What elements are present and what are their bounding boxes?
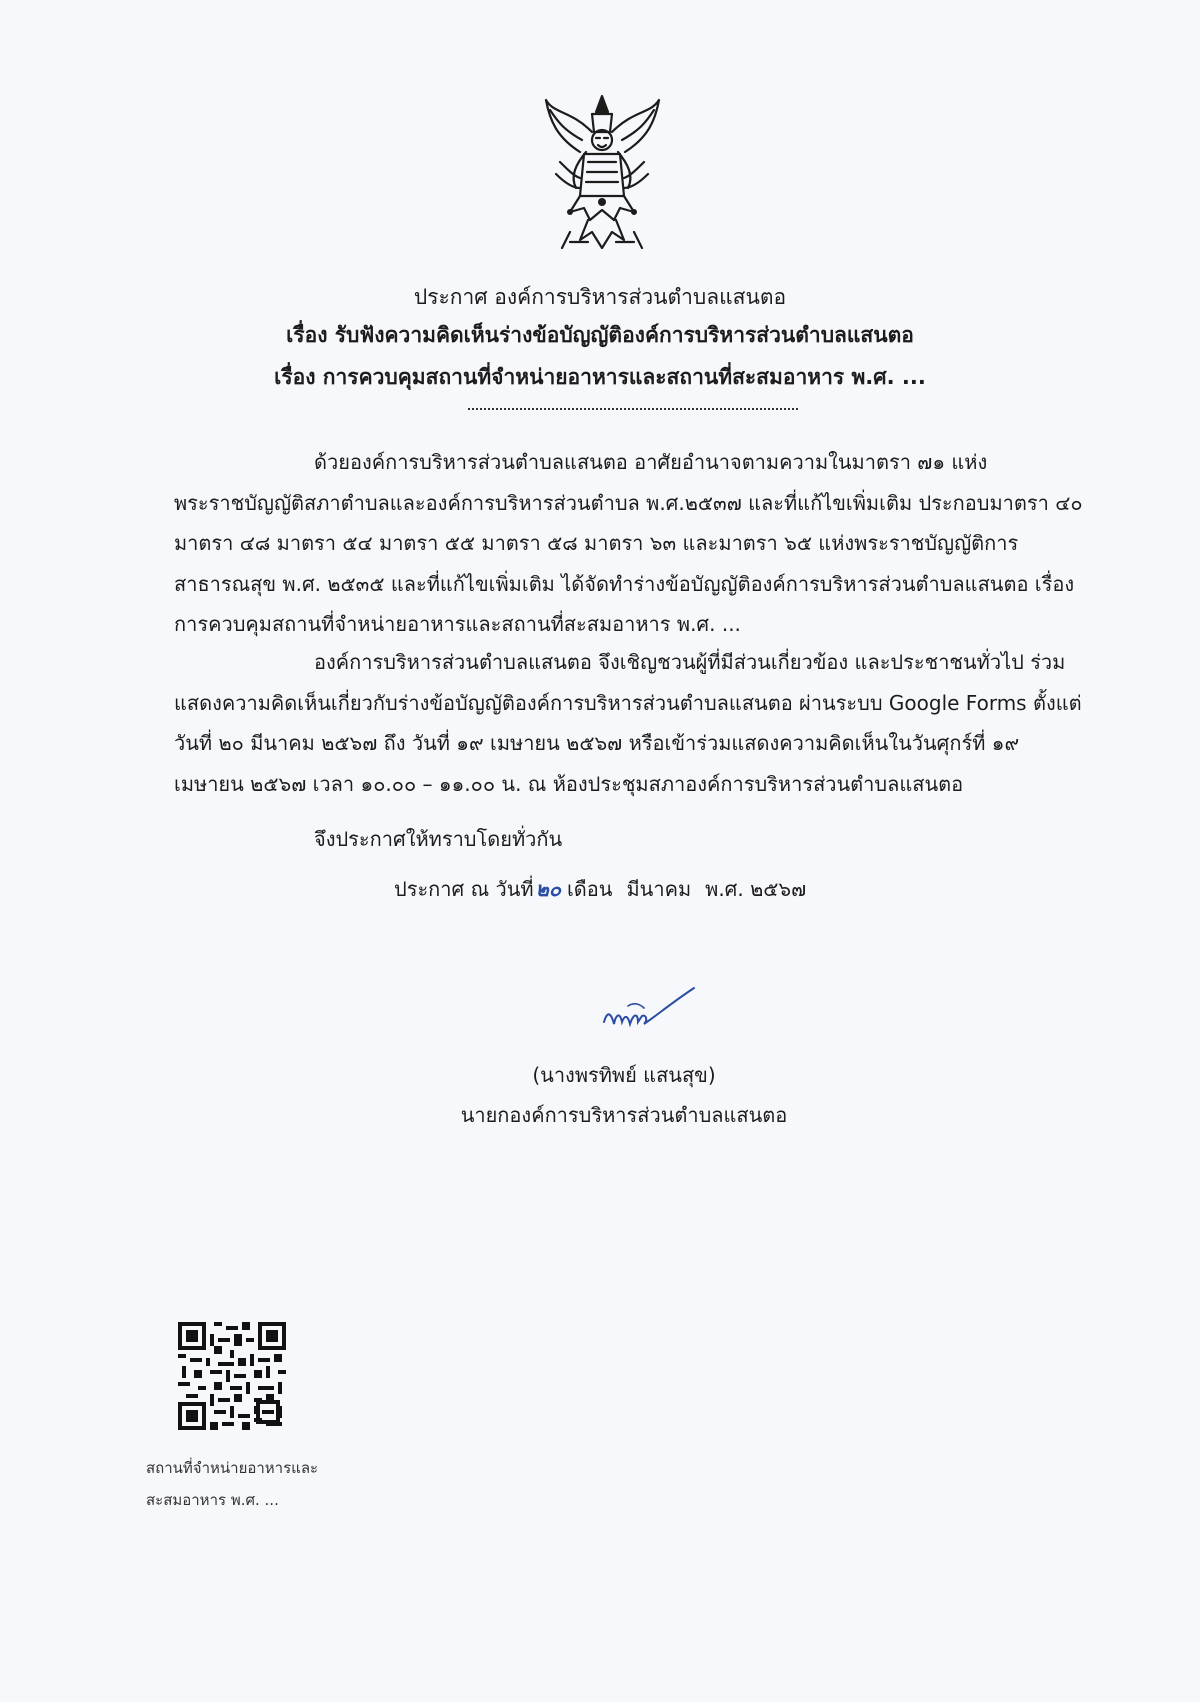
dotted-separator — [468, 398, 798, 410]
announcement-title: ประกาศ องค์การบริหารส่วนตำบลแสนตอ — [413, 285, 787, 309]
subject-line-1: เรื่อง รับฟังความคิดเห็นร่างข้อบัญญัติองค์การบริหารส่วนตำบลแสนตอ — [286, 323, 914, 347]
paragraph-invitation — [174, 642, 1096, 804]
paragraph-line: พระราชบัญญัติสภาตำบลและองค์การบริหารส่วนตำบล พ.ศ.๒๕๓๗ และที่แก้ไขเพิ่มเติม ประกอบมาตรา ๔๐ — [174, 490, 1083, 515]
paragraph-line: องค์การบริหารส่วนตำบลแสนตอ จึงเชิญชวนผู้ที่มีส่วนเกี่ยวข้อง และประชาชนทั่วไป ร่วม — [314, 650, 1066, 674]
paragraph-line: ด้วยองค์การบริหารส่วนตำบลแสนตอ อาศัยอำนาจตามความในมาตรา ๗๑ แห่ง — [314, 450, 988, 474]
handwritten-signature-icon — [598, 986, 698, 1034]
date-prefix: ประกาศ ณ วันที่ — [394, 877, 534, 901]
qr-caption — [146, 1452, 386, 1516]
subject-line-2: เรื่อง การควบคุมสถานที่จำหน่ายอาหารและสถานที่สะสมอาหาร พ.ศ. ... — [274, 365, 926, 389]
date-month: มีนาคม — [626, 877, 692, 901]
paragraph-line: สาธารณสุข พ.ศ. ๒๕๓๕ และที่แก้ไขเพิ่มเติม ได้จัดทำร่างข้อบัญญัติองค์การบริหารส่วนตำบลแสนตอ เรื่อง — [174, 571, 1075, 596]
paragraph-line: การควบคุมสถานที่จำหน่ายอาหารและสถานที่สะสมอาหาร พ.ศ. ... — [174, 612, 741, 636]
signatory-title: นายกองค์การบริหารส่วนตำบลแสนตอ — [460, 1103, 788, 1127]
date-month-label: เดือน — [566, 877, 613, 901]
paragraph-line: แสดงความคิดเห็นเกี่ยวกับร่างข้อบัญญัติองค์การบริหารส่วนตำบลแสนตอ ผ่านระบบ Google Forms ตั้งแต่ — [174, 690, 1082, 715]
paragraph-line: วันที่ ๒๐ มีนาคม ๒๕๖๗ ถึง วันที่ ๑๙ เมษายน ๒๕๖๗ หรือเข้าร่วมแสดงความคิดเห็นในวันศุกร์ที่ ๑๙ — [174, 731, 1020, 755]
date-day-handwritten: ๒๐ — [535, 877, 561, 901]
garuda-emblem-icon — [540, 92, 665, 257]
date-year: พ.ศ. ๒๕๖๗ — [705, 877, 807, 901]
signatory-name: (นางพรทิพย์ แสนสุข) — [532, 1063, 716, 1087]
paragraph-authority — [174, 442, 1096, 645]
qr-caption-line: สะสมอาหาร พ.ศ. ... — [146, 1491, 279, 1509]
closing-statement: จึงประกาศให้ทราบโดยทั่วกัน — [314, 827, 563, 851]
paragraph-line: มาตรา ๔๘ มาตรา ๕๔ มาตรา ๕๕ มาตรา ๕๘ มาตรา ๖๓ และมาตรา ๖๕ แห่งพระราชบัญญัติการ — [174, 531, 1019, 555]
announcement-date — [394, 874, 806, 904]
qr-code-icon[interactable] — [178, 1322, 286, 1430]
qr-caption-line: สถานที่จำหน่ายอาหารและ — [146, 1459, 319, 1477]
paragraph-line: เมษายน ๒๕๖๗ เวลา ๑๐.๐๐ – ๑๑.๐๐ น. ณ ห้องประชุมสภาองค์การบริหารส่วนตำบลแสนตอ — [174, 771, 964, 796]
